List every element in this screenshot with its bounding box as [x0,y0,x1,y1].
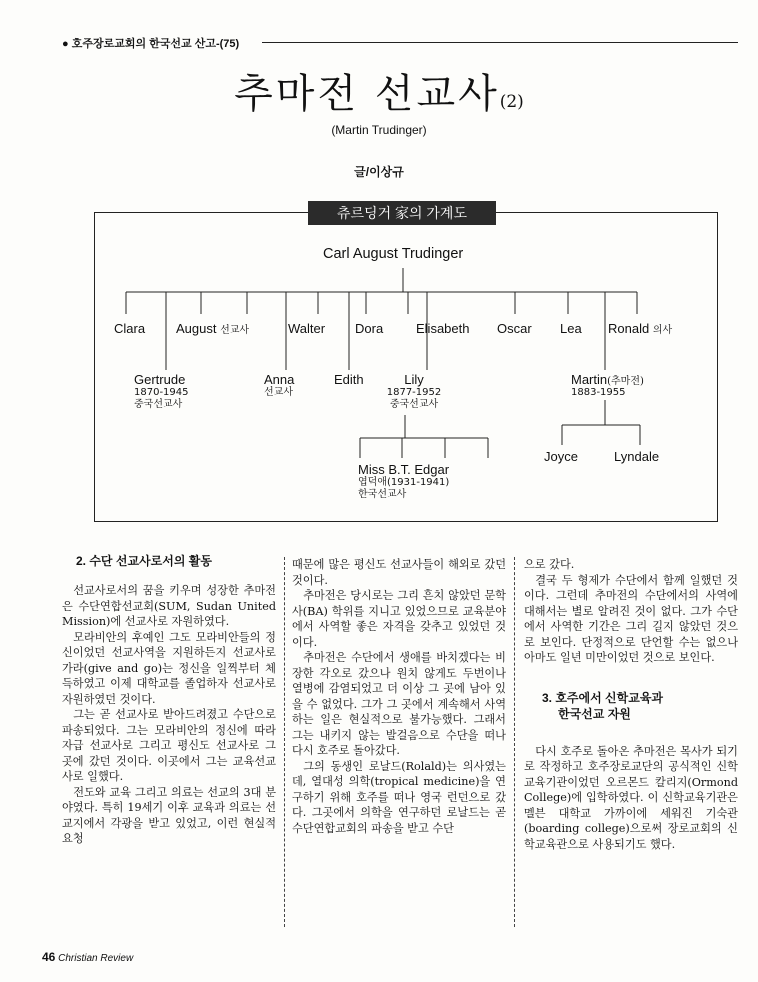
grandchild-lyndale: Lyndale [614,449,660,464]
page-number: 46 [42,950,56,964]
paragraph: 모라비안의 후예인 그도 모라비안들의 정신이었던 선교사역을 지원하든지 선교사로 가라(give and go)는 정신을 일찍부터 체득하였고 이제 대학교를 졸업하자 선교사로 자원하였던 것이다. [62,630,276,706]
spouse-anna: Anna 선교사 [264,372,295,398]
paragraph: 그의 동생인 로날드(Rolald)는 의사였는데, 열대성 의학(tropical medicine)을 연구하기 위해 호주를 떠나 영국 런던으로 갔다. 그곳에서 의학을 연구하던 로날드는 곧 수단연합교회의 파송을 받고 수단 [292,759,506,835]
family-tree-title: 츄르딩거 家의 가계도 [308,201,496,225]
paragraph: 선교사로서의 꿈을 키우며 성장한 추마전은 수단연합선교회(SUM, Sudan United Mission)에 선교사로 자원하였다. [62,584,276,628]
spouse-gertrude: Gertrude 1870-1945 중국선교사 [134,372,189,410]
child-walter: Walter [288,321,326,336]
paragraph: 그는 곧 선교사로 받아드려졌고 수단으로 파송되었다. 그는 모라비안의 정신에 따라 자급 선교사로 그리고 평신도 선교사로 그 곳에 갔던 것이다. 이곳에서 그는 교육선교사로 일했다. [62,708,276,783]
title-text: 추마전 선교사 [234,71,500,117]
spouse-edith: Edith [334,372,364,387]
paragraph: 결국 두 형제가 수단에서 함께 일했던 것이다. 그런데 추마전의 수단에서의 사역에 대해서는 별로 알려진 것이 없다. 그가 수단에서 사역한 기간은 그리 길지 않았던 것으로 보인다. 단정적으로 단언할 수는 없으나 아마도 일년 미만이었던 것으로 보인다. [524,573,738,664]
paragraph: 추마전은 당시로는 그리 흔치 않았던 문학사(BA) 학위를 지니고 있었으므로 교육분야에서 사역할 좋은 자격을 갖추고 있었던 것이다. [292,589,506,649]
column-divider [514,557,515,927]
child-clara: Clara [114,321,146,336]
spouse-martin: Martin(추마전) 1883-1955 [571,372,644,398]
child-ronald: Ronald 의사 [608,321,673,336]
child-august: August 선교사 [176,321,250,336]
grandchild-edgar: Miss B.T. Edgar 엽덕애(1931-1941) 한국선교사 [358,462,450,500]
paragraph: 으로 갔다. [524,558,575,571]
child-dora: Dora [355,321,384,336]
article-author: 글/이상규 [354,165,404,179]
column-2 [292,557,506,836]
paragraph: 다시 호주로 돌아온 추마전은 목사가 되기로 작정하고 호주장로교단의 공식적인 신학교육기관이었던 오르몬드 칼리지(Ormond College)에 입학하였다. 이 신학교육기관은 멜븐 대학교 가까이에 세워진 기숙관(boarding college)으로써 장로교회의 신학교육관으로 사용되기도 했다. [524,744,738,851]
magazine-name: Christian Review [58,953,134,964]
column-3 [524,557,738,852]
column-1 [62,553,276,847]
paragraph: 전도와 교육 그리고 의료는 선교의 3대 분야였다. 특히 19세기 이후 교육과 의료는 선교지에서 각광을 받고 있었고, 이런 현실적 요청 [62,785,276,845]
tree-root: Carl August Trudinger [323,246,464,262]
child-lea: Lea [560,321,582,336]
series-header: ● 호주장로교회의 한국선교 산고-(75) [62,38,240,50]
article-subtitle: (Martin Trudinger) [331,123,427,137]
paragraph: 추마전은 수단에서 생애를 바치겠다는 비장한 각오로 갔으나 원치 않게도 두번이나 열병에 감염되었고 더 이상 그 곳에 남아 있을 수 없었다. 그가 그 곳에서 계속해서 사역하는 일은 현실적으로 불가능했다. 그래서 그는 내키지 않는 발걸음으로 수단을 떠나 다시 호주로 돌아갔다. [292,651,506,757]
child-elisabeth: Elisabeth [416,321,470,336]
column-divider [284,557,285,927]
title-part: (2) [499,92,524,112]
grandchild-joyce: Joyce [544,449,578,464]
child-oscar: Oscar [497,321,532,336]
page-footer [42,950,133,964]
section-2-heading: 2. 수단 선교사로서의 활동 [76,554,212,568]
section-3-heading: 3. 호주에서 신학교육과 한국선교 자원 [542,690,664,721]
spouse-lily: Lily 1877-1952 중국선교사 [386,372,442,410]
paragraph: 때문에 많은 평신도 선교사들이 해외로 갔던 것이다. [292,558,506,587]
